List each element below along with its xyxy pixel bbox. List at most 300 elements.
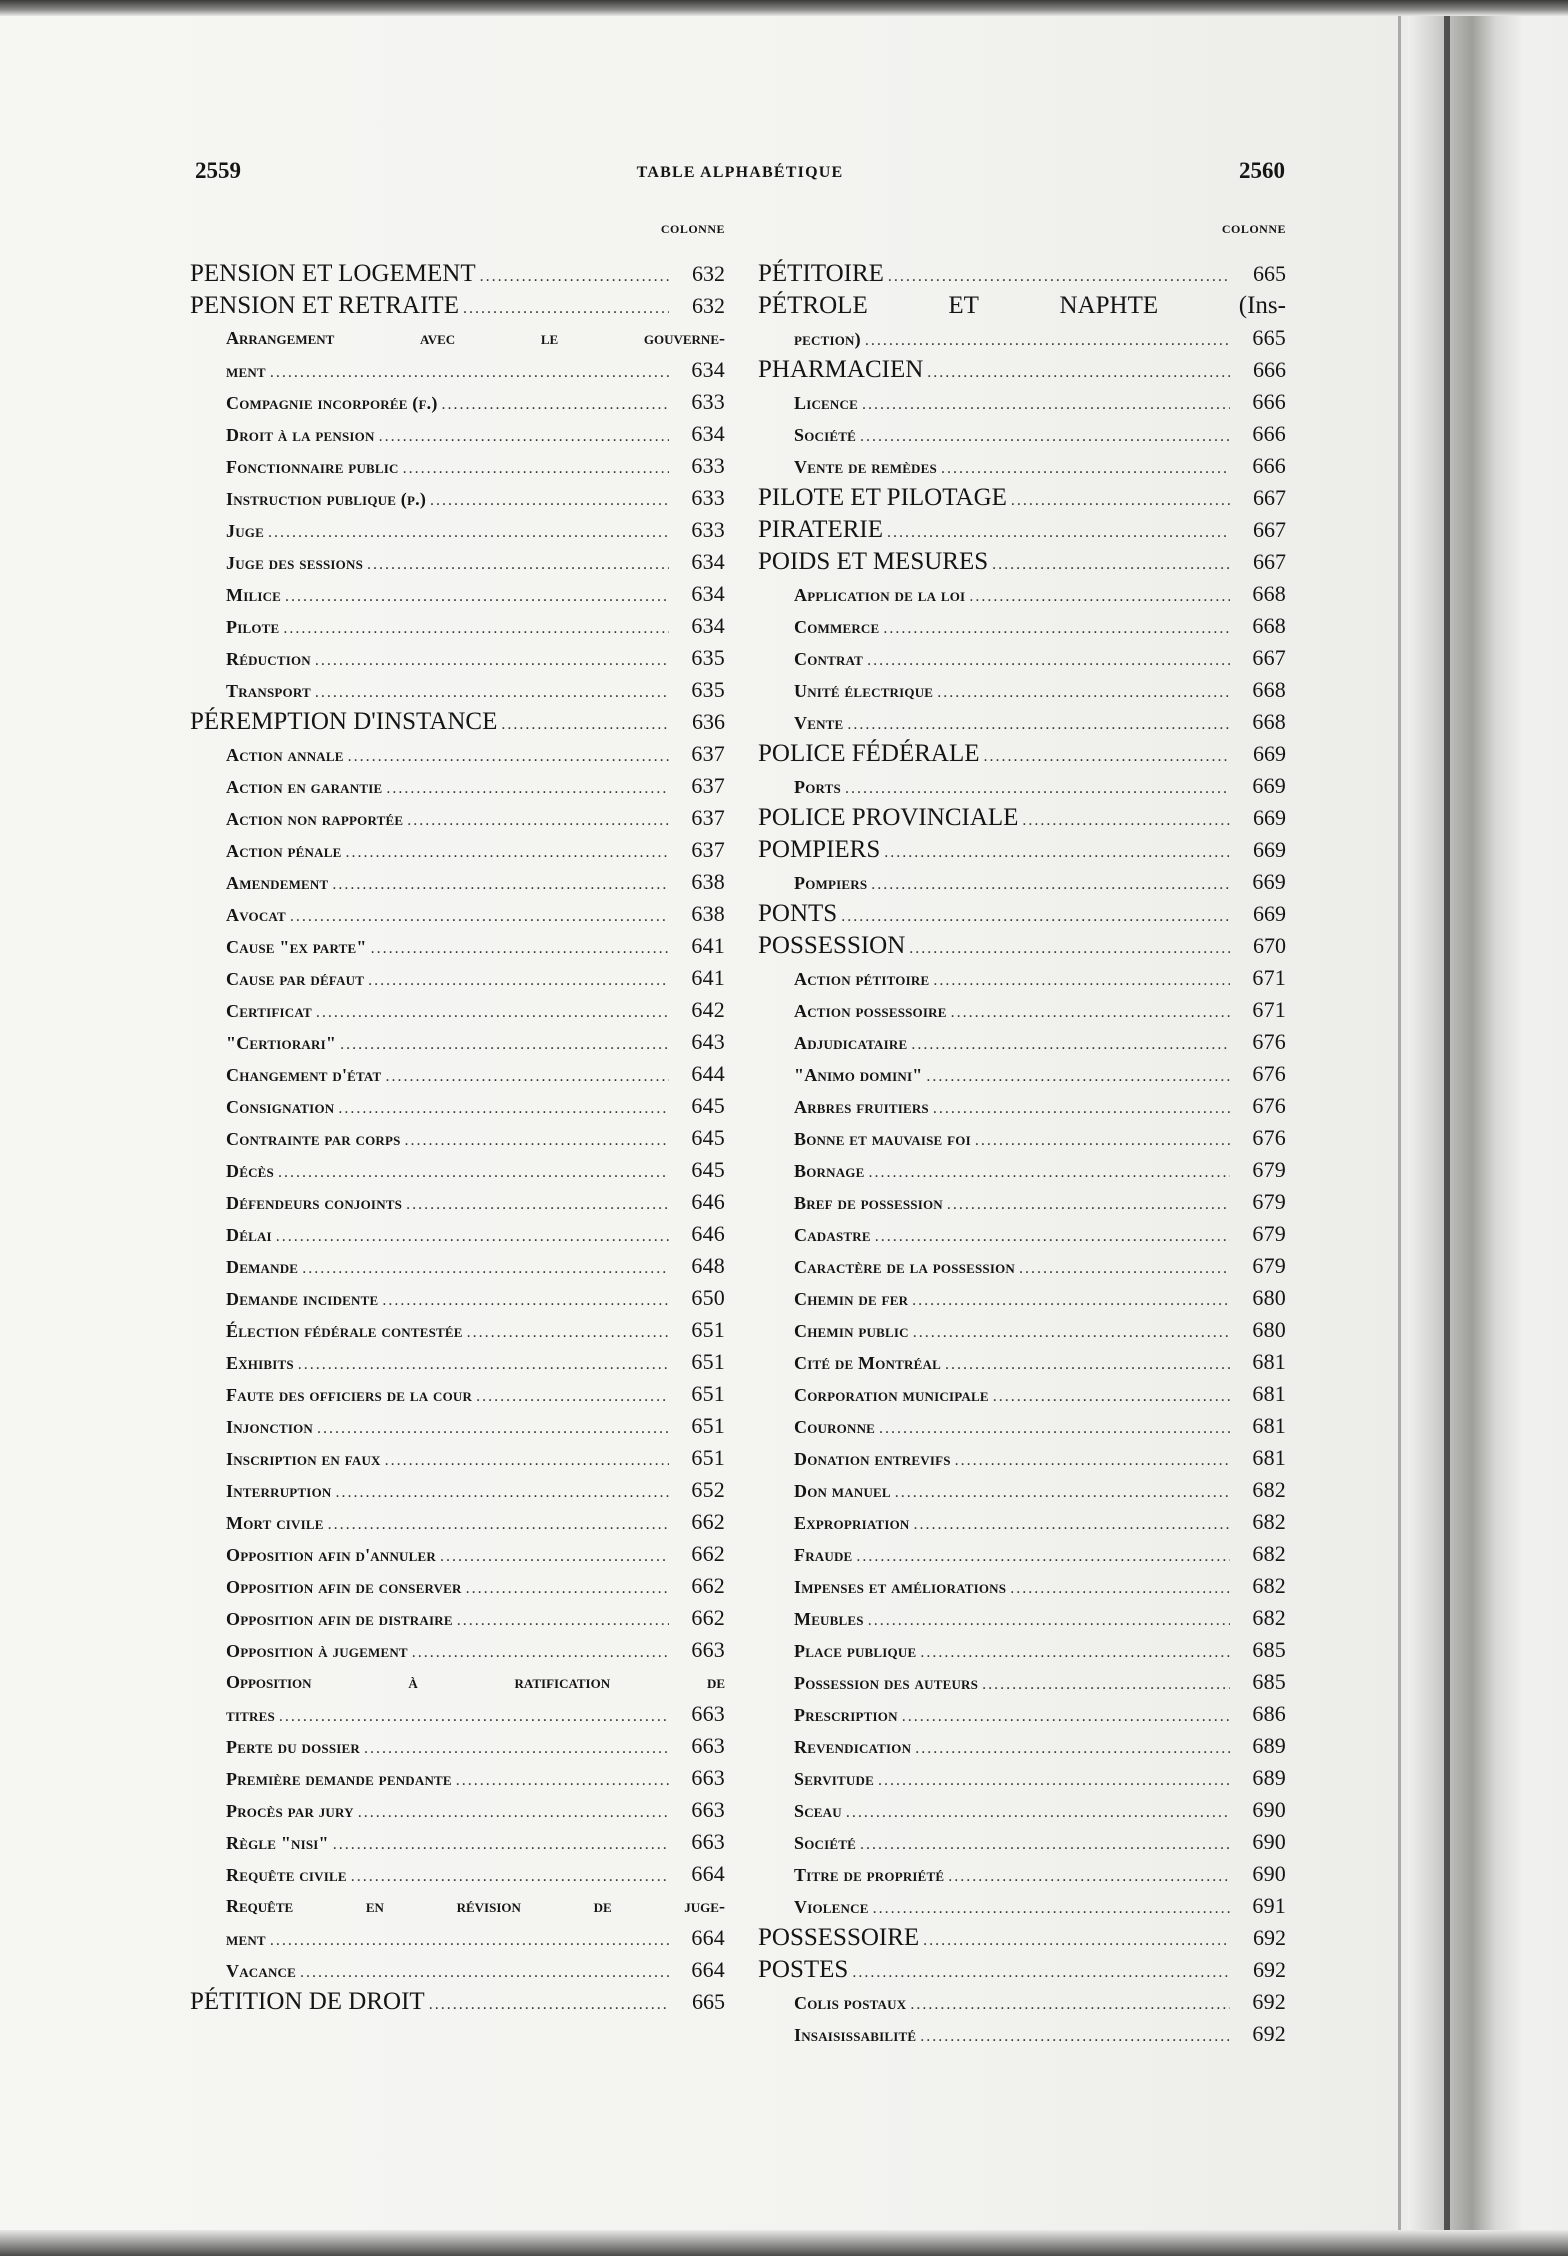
- entry-column-number: 665: [1253, 261, 1286, 286]
- dot-leader: [980, 741, 1230, 770]
- entry-column-number: 637: [691, 805, 725, 830]
- dot-leader: [354, 1797, 669, 1826]
- entry-column-number: 669: [1253, 805, 1286, 830]
- index-entry-subheading: [190, 642, 725, 674]
- entry-column-number: 645: [691, 1093, 725, 1118]
- index-entry-subheading: [190, 1186, 725, 1218]
- scan-bottom-edge: [0, 2230, 1568, 2256]
- entry-label: POLICE PROVINCIALE: [758, 804, 1019, 831]
- entry-column-number: 634: [691, 357, 725, 382]
- entry-label: [226, 322, 725, 354]
- entry-column-number: 676: [1252, 1093, 1286, 1118]
- entry-column-number: 682: [1252, 1541, 1286, 1566]
- entry-label: PENSION ET LOGEMENT: [190, 260, 476, 287]
- index-entry-subheading: [758, 1026, 1286, 1058]
- dot-leader: [328, 869, 669, 898]
- index-entry-heading: [190, 1986, 725, 2018]
- entry-label: titres: [226, 1705, 275, 1725]
- entry-column-number: 667: [1253, 485, 1286, 510]
- entry-column-number: 634: [691, 421, 725, 446]
- entry-column-number: 689: [1252, 1733, 1286, 1758]
- right-page-number: 2560: [1239, 158, 1285, 183]
- dot-leader: [867, 869, 1230, 898]
- dot-leader: [916, 2021, 1230, 2050]
- index-entry-subheading: [758, 2018, 1286, 2050]
- entry-label: Mort civile: [226, 1513, 324, 1533]
- index-entry-subheading: [758, 386, 1286, 418]
- entry-label: Droit à la pension: [226, 425, 375, 445]
- index-entry-subheading: [758, 1410, 1286, 1442]
- dot-leader: [1007, 485, 1230, 514]
- index-entry-heading: [758, 898, 1286, 930]
- entry-column-number: 676: [1252, 1029, 1286, 1054]
- dot-leader: [453, 1605, 669, 1634]
- entry-column-number: 633: [691, 485, 725, 510]
- entry-column-number: 651: [691, 1317, 725, 1342]
- dot-leader: [965, 581, 1230, 610]
- index-entry-subheading: [190, 1890, 725, 1922]
- index-entry-heading: [190, 706, 725, 738]
- entry-label: Violence: [794, 1897, 869, 1917]
- dot-leader: [909, 1317, 1230, 1346]
- index-entry-subheading: [190, 898, 725, 930]
- entry-label: Licence: [794, 393, 858, 413]
- entry-label: Contrainte par corps: [226, 1129, 401, 1149]
- index-entry-subheading: [190, 386, 725, 418]
- index-entry-subheading: [190, 770, 725, 802]
- index-entry-subheading: [190, 1090, 725, 1122]
- index-entry-subheading: [190, 1794, 725, 1826]
- dot-leader: [264, 517, 669, 546]
- index-entry-subheading: [758, 706, 1286, 738]
- dot-leader: [884, 261, 1230, 290]
- index-entry-subheading: [190, 1730, 725, 1762]
- index-entry-subheading: [758, 322, 1286, 354]
- entry-column-number: 651: [691, 1445, 725, 1470]
- index-entry-subheading: [758, 1634, 1286, 1666]
- entry-column-number: 668: [1252, 581, 1286, 606]
- dot-leader: [891, 1477, 1230, 1506]
- entry-column-number: 637: [691, 773, 725, 798]
- entry-label: PILOTE ET PILOTAGE: [758, 484, 1007, 511]
- index-entry-subheading: [190, 1826, 725, 1858]
- entry-column-number: 635: [691, 645, 725, 670]
- dot-leader: [426, 485, 669, 514]
- index-entry-subheading: [190, 1410, 725, 1442]
- entry-label: Opposition afin de distraire: [226, 1609, 453, 1629]
- entry-label: Demande incidente: [226, 1289, 379, 1309]
- entry-column-number: 689: [1252, 1765, 1286, 1790]
- entry-column-number: 663: [691, 1701, 725, 1726]
- entry-column-number: 686: [1252, 1701, 1286, 1726]
- left-entry-list: [190, 258, 725, 2018]
- entry-column-number: 691: [1252, 1893, 1286, 1918]
- dot-leader: [462, 1573, 669, 1602]
- entry-column-number: 663: [691, 1829, 725, 1854]
- index-entry-subheading: [758, 1730, 1286, 1762]
- dot-leader: [848, 1957, 1230, 1986]
- index-entry-subheading: [190, 354, 725, 386]
- entry-column-number: 651: [691, 1413, 725, 1438]
- entry-label: Changement d'état: [226, 1065, 382, 1085]
- entry-column-number: 669: [1253, 901, 1286, 926]
- entry-column-number: 633: [691, 453, 725, 478]
- entry-column-number: 681: [1252, 1349, 1286, 1374]
- index-entry-subheading: [758, 1602, 1286, 1634]
- entry-label: PÉTITION DE DROIT: [190, 1988, 425, 2015]
- dot-leader: [331, 1477, 669, 1506]
- index-entry-subheading: [190, 1058, 725, 1090]
- entry-column-number: 664: [691, 1861, 725, 1886]
- entry-label: Première demande pendante: [226, 1769, 452, 1789]
- dot-leader: [1006, 1573, 1230, 1602]
- entry-column-number: 670: [1253, 933, 1286, 958]
- dot-leader: [341, 837, 669, 866]
- index-entry-subheading: [190, 738, 725, 770]
- index-entry-subheading: [758, 1890, 1286, 1922]
- entry-label: Requête civile: [226, 1865, 347, 1885]
- entry-label: PÉREMPTION D'INSTANCE: [190, 708, 498, 735]
- entry-column-number: 664: [691, 1957, 725, 1982]
- dot-leader: [874, 1765, 1230, 1794]
- entry-column-number: 668: [1252, 677, 1286, 702]
- entry-word: ET: [948, 292, 979, 319]
- index-entry-subheading: [758, 1282, 1286, 1314]
- entry-column-number: 669: [1253, 741, 1286, 766]
- index-entry-subheading: [758, 1058, 1286, 1090]
- entry-label: Bref de possession: [794, 1193, 943, 1213]
- dot-leader: [944, 1861, 1230, 1890]
- dot-leader: [399, 453, 669, 482]
- entry-label: Délai: [226, 1225, 272, 1245]
- dot-leader: [459, 293, 669, 322]
- index-entry-subheading: [758, 1250, 1286, 1282]
- entry-column-number: 669: [1252, 773, 1286, 798]
- index-entry-subheading: [758, 1794, 1286, 1826]
- entry-label: Chemin de fer: [794, 1289, 909, 1309]
- entry-column-number: 662: [691, 1605, 725, 1630]
- dot-leader: [311, 645, 669, 674]
- entry-label: Revendication: [794, 1737, 912, 1757]
- dot-leader: [869, 1893, 1230, 1922]
- entry-word: Requête: [226, 1896, 294, 1916]
- entry-label: Don manuel: [794, 1481, 891, 1501]
- index-entry-heading: [758, 514, 1286, 546]
- entry-column-number: 663: [691, 1637, 725, 1662]
- entry-label: Décès: [226, 1161, 274, 1181]
- entry-column-number: 681: [1252, 1445, 1286, 1470]
- dot-leader: [279, 613, 669, 642]
- entry-column-number: 681: [1252, 1381, 1286, 1406]
- index-entry-subheading: [758, 642, 1286, 674]
- dot-leader: [864, 1157, 1230, 1186]
- index-entry-subheading: [190, 994, 725, 1026]
- index-entry-subheading: [190, 1346, 725, 1378]
- entry-column-number: 679: [1252, 1253, 1286, 1278]
- entry-column-number: 632: [692, 261, 725, 286]
- entry-label: Juge: [226, 521, 264, 541]
- entry-column-number: 669: [1253, 837, 1286, 862]
- entry-label: Donation entrevifs: [794, 1449, 951, 1469]
- dot-leader: [381, 1061, 669, 1090]
- entry-label: Fonctionnaire public: [226, 457, 399, 477]
- index-entry-heading: [758, 546, 1286, 578]
- entry-label: Règle "nisi": [226, 1833, 329, 1853]
- entry-label: Cadastre: [794, 1225, 871, 1245]
- entry-column-number: 632: [692, 293, 725, 318]
- index-entry-subheading: [758, 1506, 1286, 1538]
- right-entry-list: [758, 258, 1286, 2050]
- index-entry-subheading: [190, 930, 725, 962]
- dot-leader: [978, 1669, 1230, 1698]
- entry-column-number: 662: [691, 1541, 725, 1566]
- index-entry-heading: [758, 930, 1286, 962]
- dot-leader: [861, 325, 1230, 354]
- dot-leader: [989, 1381, 1230, 1410]
- dot-leader: [378, 1285, 669, 1314]
- entry-column-number: 690: [1252, 1861, 1286, 1886]
- entry-column-number: 638: [691, 869, 725, 894]
- entry-label: Instruction publique (p.): [226, 489, 427, 509]
- index-entry-subheading: [190, 1666, 725, 1698]
- entry-word: à: [408, 1672, 418, 1692]
- entry-column-number: 685: [1252, 1637, 1286, 1662]
- entry-column-number: 690: [1252, 1797, 1286, 1822]
- dot-leader: [871, 1221, 1230, 1250]
- dot-leader: [947, 997, 1230, 1026]
- entry-column-number: 682: [1252, 1605, 1286, 1630]
- entry-label: Opposition afin de conserver: [226, 1577, 462, 1597]
- entry-column-number: 681: [1252, 1413, 1286, 1438]
- index-entry-subheading: [190, 1282, 725, 1314]
- entry-label: [226, 1890, 725, 1922]
- dot-leader: [1015, 1253, 1230, 1282]
- entry-label: Servitude: [794, 1769, 874, 1789]
- dot-leader: [336, 1029, 669, 1058]
- index-entry-subheading: [190, 1506, 725, 1538]
- entry-label: pection): [794, 329, 861, 349]
- dot-leader: [898, 1701, 1230, 1730]
- index-entry-subheading: [758, 1826, 1286, 1858]
- entry-word: PÉTROLE: [758, 292, 868, 319]
- entry-word: Opposition: [226, 1672, 312, 1692]
- dot-leader: [403, 805, 669, 834]
- entry-column-number: 665: [1252, 325, 1286, 350]
- entry-label: Élection fédérale contestée: [226, 1321, 463, 1341]
- entry-label: Action possessoire: [794, 1001, 947, 1021]
- entry-column-number: 667: [1253, 517, 1286, 542]
- entry-column-number: 667: [1252, 645, 1286, 670]
- entry-column-number: 692: [1252, 1989, 1286, 2014]
- dot-leader: [312, 997, 669, 1026]
- index-entry-subheading: [190, 482, 725, 514]
- dot-leader: [298, 1253, 669, 1282]
- entry-column-number: 679: [1252, 1189, 1286, 1214]
- dot-leader: [875, 1413, 1230, 1442]
- dot-leader: [937, 453, 1230, 482]
- index-entry-subheading: [190, 1154, 725, 1186]
- entry-column-number: 638: [691, 901, 725, 926]
- index-entry-subheading: [190, 1858, 725, 1890]
- entry-word: Arrangement: [226, 328, 335, 348]
- entry-label: POLICE FÉDÉRALE: [758, 740, 980, 767]
- dot-leader: [907, 1029, 1230, 1058]
- index-entry-subheading: [190, 1378, 725, 1410]
- entry-label: Unité électrique: [794, 681, 934, 701]
- entry-label: Insaisissabilité: [794, 2025, 917, 2045]
- entry-label: Corporation municipale: [794, 1385, 989, 1405]
- dot-leader: [281, 581, 669, 610]
- entry-column-number: 634: [691, 613, 725, 638]
- dot-leader: [856, 1829, 1230, 1858]
- dot-leader: [933, 677, 1230, 706]
- entry-label: Sceau: [794, 1801, 842, 1821]
- entry-label: Interruption: [226, 1481, 332, 1501]
- dot-leader: [463, 1317, 669, 1346]
- running-head: [195, 158, 1285, 188]
- dot-leader: [274, 1157, 669, 1186]
- index-entry-subheading: [190, 514, 725, 546]
- index-entry-subheading: [190, 834, 725, 866]
- dot-leader: [941, 1349, 1230, 1378]
- entry-label: Demande: [226, 1257, 299, 1277]
- entry-label: POIDS ET MESURES: [758, 548, 989, 575]
- entry-label: Impenses et améliorations: [794, 1577, 1007, 1597]
- index-entry-subheading: [758, 770, 1286, 802]
- dot-leader: [842, 1797, 1230, 1826]
- entry-label: Vente de remèdes: [794, 457, 937, 477]
- entry-label: Arbres fruitiers: [794, 1097, 929, 1117]
- dot-leader: [402, 1189, 669, 1218]
- book-binding: [1408, 0, 1568, 2256]
- entry-label: ment: [226, 1929, 266, 1949]
- entry-column-number: 645: [691, 1157, 725, 1182]
- index-entry-subheading: [190, 418, 725, 450]
- entry-label: Titre de propriété: [794, 1865, 945, 1885]
- entry-word: ratification: [514, 1672, 611, 1692]
- entry-column-number: 671: [1252, 997, 1286, 1022]
- index-entry-heading: [758, 802, 1286, 834]
- entry-label: Bornage: [794, 1161, 865, 1181]
- index-entry-subheading: [190, 1602, 725, 1634]
- dot-leader: [879, 613, 1230, 642]
- dot-leader: [329, 1829, 669, 1858]
- index-entry-subheading: [758, 1474, 1286, 1506]
- entry-word: (Ins-: [1238, 292, 1286, 319]
- entry-label: Action annale: [226, 745, 344, 765]
- index-entry-subheading: [758, 1986, 1286, 2018]
- entry-column-number: 663: [691, 1765, 725, 1790]
- entry-column-number: 637: [691, 837, 725, 862]
- index-entry-subheading: [758, 1346, 1286, 1378]
- dot-leader: [382, 773, 669, 802]
- entry-column-number: 666: [1252, 453, 1286, 478]
- index-entry-subheading: [190, 1762, 725, 1794]
- index-entry-subheading: [190, 450, 725, 482]
- entry-label: Avocat: [226, 905, 286, 925]
- index-entry-subheading: [190, 578, 725, 610]
- entry-label: PHARMACIEN: [758, 356, 924, 383]
- binding-thread: [1444, 0, 1450, 2256]
- dot-leader: [919, 1925, 1230, 1954]
- entry-column-number: 692: [1252, 2021, 1286, 2046]
- index-entry-subheading: [190, 1570, 725, 1602]
- entry-label: Chemin public: [794, 1321, 909, 1341]
- entry-word: NAPHTE: [1059, 292, 1159, 319]
- dot-leader: [296, 1957, 669, 1986]
- entry-label: PENSION ET RETRAITE: [190, 292, 459, 319]
- dot-leader: [266, 1925, 669, 1954]
- index-entry-subheading: [758, 1698, 1286, 1730]
- entry-label: "Animo domini": [794, 1065, 923, 1085]
- entry-label: ment: [226, 361, 266, 381]
- entry-column-number: 663: [691, 1797, 725, 1822]
- entry-label: Colis postaux: [794, 1993, 907, 2013]
- dot-leader: [858, 389, 1230, 418]
- entry-label: Procès par jury: [226, 1801, 354, 1821]
- entry-column-number: 666: [1252, 389, 1286, 414]
- entry-label: Milice: [226, 585, 282, 605]
- entry-column-number: 643: [691, 1029, 725, 1054]
- entry-column-number: 682: [1252, 1573, 1286, 1598]
- index-entry-subheading: [190, 1634, 725, 1666]
- index-entry-subheading: [758, 866, 1286, 898]
- dot-leader: [922, 1061, 1230, 1090]
- dot-leader: [923, 357, 1230, 386]
- entry-label: Contrat: [794, 649, 864, 669]
- entry-column-number: 680: [1252, 1285, 1286, 1310]
- entry-column-number: 682: [1252, 1477, 1286, 1502]
- entry-column-number: 633: [691, 517, 725, 542]
- index-entry-subheading: [190, 1954, 725, 1986]
- entry-label: Bonne et mauvaise foi: [794, 1129, 971, 1149]
- entry-column-number: 662: [691, 1509, 725, 1534]
- entry-column-number: 650: [691, 1285, 725, 1310]
- entry-column-number: 668: [1252, 709, 1286, 734]
- dot-leader: [375, 421, 669, 450]
- entry-column-number: 651: [691, 1381, 725, 1406]
- dot-leader: [883, 517, 1230, 546]
- index-entry-subheading: [190, 1218, 725, 1250]
- entry-column-number: 685: [1252, 1669, 1286, 1694]
- dot-leader: [408, 1637, 669, 1666]
- dot-leader: [313, 1413, 669, 1442]
- dot-leader: [436, 1541, 669, 1570]
- entry-label: Opposition à jugement: [226, 1641, 408, 1661]
- entry-label: Certificat: [226, 1001, 312, 1021]
- index-entry-subheading: [758, 1090, 1286, 1122]
- index-entry-subheading: [190, 546, 725, 578]
- dot-leader: [909, 1509, 1230, 1538]
- entry-label: POSSESSOIRE: [758, 1924, 920, 1951]
- entry-column-number: 667: [1253, 549, 1286, 574]
- entry-label: Fraude: [794, 1545, 853, 1565]
- index-entry-subheading: [758, 994, 1286, 1026]
- entry-label: Commerce: [794, 617, 880, 637]
- entry-label: Application de la loi: [794, 585, 966, 605]
- index-entry-subheading: [190, 1474, 725, 1506]
- entry-column-number: 671: [1252, 965, 1286, 990]
- entry-label: Vacance: [226, 1961, 297, 1981]
- dot-leader: [841, 773, 1230, 802]
- index-entry-subheading: [190, 1122, 725, 1154]
- index-entry-heading: [758, 738, 1286, 770]
- dot-leader: [381, 1445, 669, 1474]
- dot-leader: [344, 741, 669, 770]
- dot-leader: [324, 1509, 669, 1538]
- index-entry-subheading: [758, 1762, 1286, 1794]
- index-entry-subheading: [190, 962, 725, 994]
